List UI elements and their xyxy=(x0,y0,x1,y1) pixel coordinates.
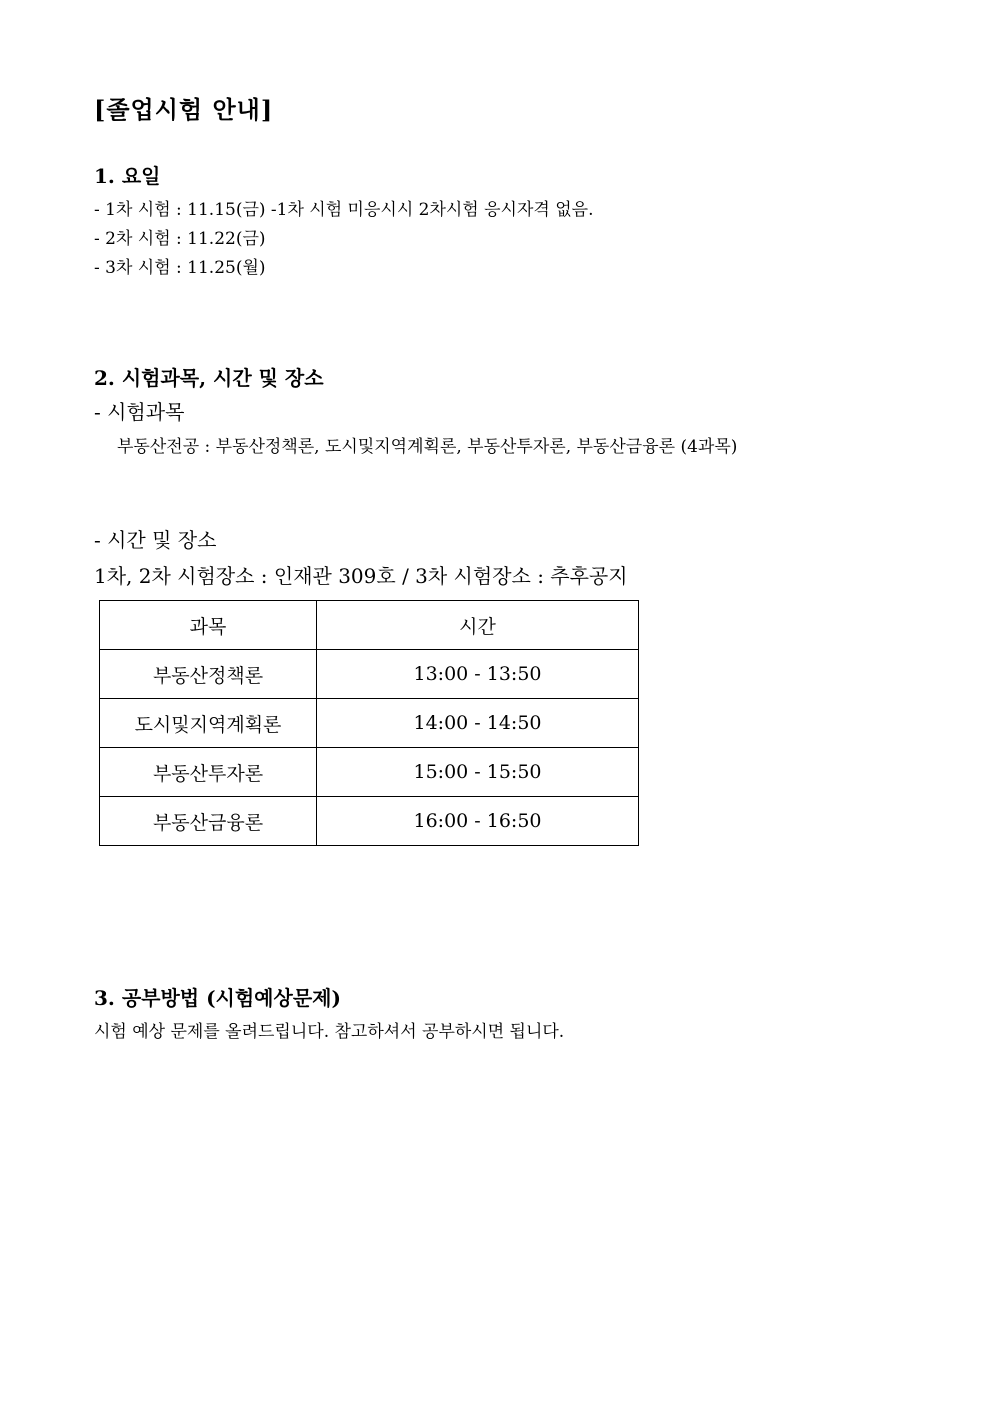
time-cell: 15:00 - 15:50 xyxy=(317,748,639,797)
header-time: 시간 xyxy=(317,601,639,650)
header-subject: 과목 xyxy=(100,601,317,650)
time-cell: 13:00 - 13:50 xyxy=(317,650,639,699)
page-title: [졸업시험 안내] xyxy=(94,95,274,124)
schedule-table xyxy=(99,600,639,846)
section-1-heading: 1. 요일 xyxy=(94,164,161,188)
time-cell: 14:00 - 14:50 xyxy=(317,699,639,748)
subject-cell: 도시및지역계획론 xyxy=(100,699,317,748)
table-row xyxy=(100,650,639,699)
subject-cell: 부동산정책론 xyxy=(100,650,317,699)
table-row xyxy=(100,699,639,748)
table-header-row xyxy=(100,601,639,650)
exam-2-date-line: - 2차 시험 : 11.22(금) xyxy=(94,229,266,249)
subjects-label: - 시험과목 xyxy=(94,400,185,424)
table-row xyxy=(100,797,639,846)
table-row xyxy=(100,748,639,797)
section-2-heading: 2. 시험과목, 시간 및 장소 xyxy=(94,366,324,390)
subjects-line: 부동산전공 : 부동산정책론, 도시및지역계획론, 부동산투자론, 부동산금융론 (4과목) xyxy=(117,437,738,457)
subject-cell: 부동산투자론 xyxy=(100,748,317,797)
exam-3-date-line: - 3차 시험 : 11.25(월) xyxy=(94,258,266,278)
section-3-heading: 3. 공부방법 (시험예상문제) xyxy=(94,986,341,1010)
subject-cell: 부동산금융론 xyxy=(100,797,317,846)
exam-1-date-line: - 1차 시험 : 11.15(금) -1차 시험 미응시시 2차시험 응시자격 없음. xyxy=(94,200,594,220)
time-cell: 16:00 - 16:50 xyxy=(317,797,639,846)
study-method-line: 시험 예상 문제를 올려드립니다. 참고하셔서 공부하시면 됩니다. xyxy=(94,1022,565,1042)
time-place-label: - 시간 및 장소 xyxy=(94,528,217,552)
place-line: 1차, 2차 시험장소 : 인재관 309호 / 3차 시험장소 : 추후공지 xyxy=(94,564,628,588)
